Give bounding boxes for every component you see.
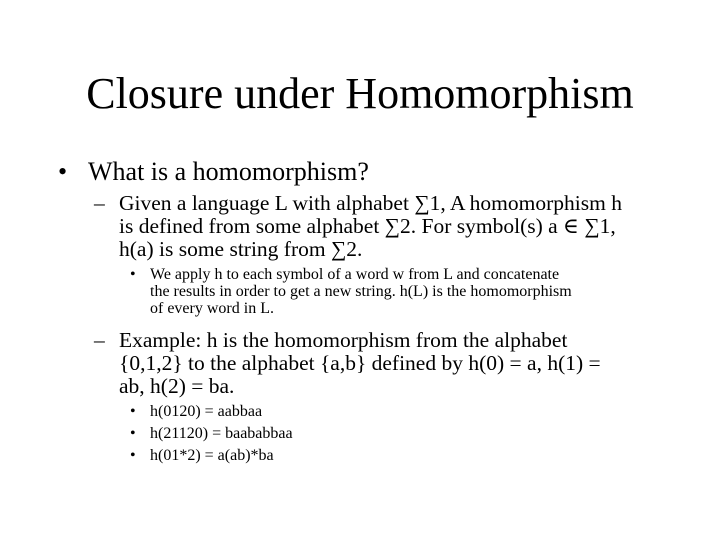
sub-bullet-example xyxy=(94,329,694,398)
example-line-2: {0,1,2} to the alphabet {a,b} defined by h(0) = a, h(1) = xyxy=(119,351,601,375)
example-item-text: h(21120) = baababbaa xyxy=(150,425,293,442)
sub-sub-bullet-application xyxy=(130,266,700,317)
application-line-2: the results in order to get a new string. h(L) is the homomorphism xyxy=(150,283,572,300)
example-item-text: h(01*2) = a(ab)*ba xyxy=(150,447,274,464)
example-list xyxy=(130,403,700,469)
bullet-marker: • xyxy=(130,403,136,420)
list-item xyxy=(130,403,700,425)
list-item xyxy=(130,447,700,469)
list-item xyxy=(130,425,700,447)
example-item-text: h(0120) = aabbaa xyxy=(150,403,263,420)
bullet-text: What is a homomorphism? xyxy=(88,157,369,186)
bullet-marker: • xyxy=(130,425,136,442)
example-line-1: Example: h is the homomorphism from the alphabet xyxy=(119,328,568,352)
bullet-what-is-homomorphism xyxy=(58,156,369,188)
definition-line-3: h(a) is some string from ∑2. xyxy=(119,237,363,261)
dash-marker: – xyxy=(94,191,105,215)
slide-title: Closure under Homomorphism xyxy=(86,69,634,118)
application-line-3: of every word in L. xyxy=(150,300,274,317)
definition-line-2: is defined from some alphabet ∑2. For symbol(s) a ∈ ∑1, xyxy=(119,214,616,238)
dash-marker: – xyxy=(94,328,105,352)
sub-bullet-definition xyxy=(94,192,694,261)
bullet-marker: • xyxy=(58,157,68,186)
example-line-3: ab, h(2) = ba. xyxy=(119,374,235,398)
definition-line-1: Given a language L with alphabet ∑1, A homomorphism h xyxy=(119,191,622,215)
application-line-1: We apply h to each symbol of a word w from L and concatenate xyxy=(150,266,560,283)
bullet-marker: • xyxy=(130,447,136,464)
bullet-marker: • xyxy=(130,266,136,283)
